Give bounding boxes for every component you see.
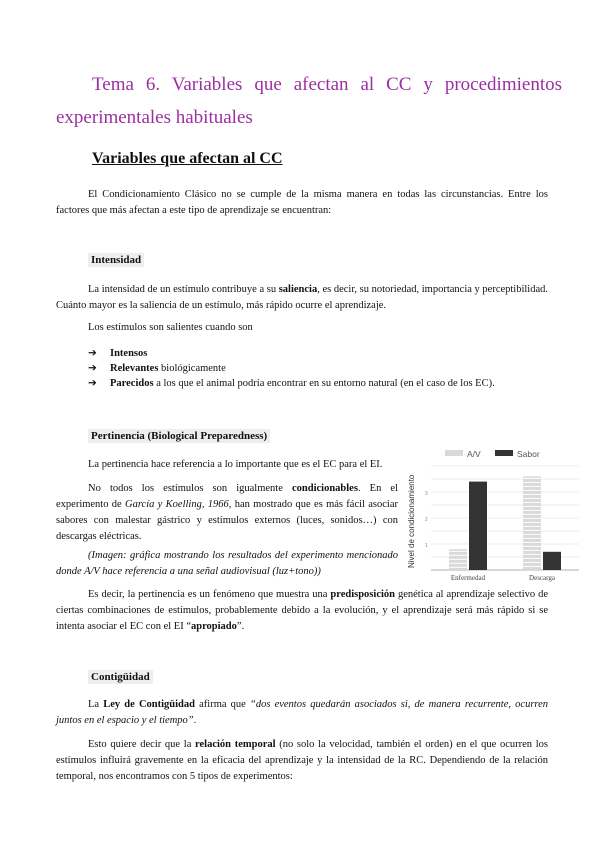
y-axis-label: Nivel de condicionamiento (407, 474, 416, 568)
arrow-icon: ➔ (88, 378, 97, 389)
page-title-line-1: Tema 6. Variables que afectan al CC y procedimientos (92, 74, 562, 95)
arrow-icon: ➔ (88, 348, 97, 359)
y-tick-label: 2 (425, 517, 428, 523)
pertinencia-heading: Pertinencia (Biological Preparedness) (88, 429, 270, 443)
text-run: (no solo la velocidad, también el orden) en el que ocurren los estímulos influirá gravemente en la eficacia del aprendizaje y la intensidad de la RC. Dependiendo de la relación temporal, nos encontramos con 5 tipos de experimentos: (56, 739, 548, 782)
list-item (88, 376, 548, 391)
contiguidad-heading-box (88, 667, 153, 685)
intensidad-paragraph (56, 282, 548, 314)
text-run: Esto quiere decir que la (88, 739, 196, 750)
legend-swatch (445, 450, 463, 456)
pertinence-bar-chart (403, 446, 583, 586)
legend-swatch (495, 450, 513, 456)
bold-term: saliencia (278, 284, 318, 295)
list-item-term: Relevantes (110, 363, 159, 374)
bar (543, 552, 561, 570)
intensidad-heading-box (88, 250, 144, 268)
pertinencia-paragraph-2 (56, 481, 398, 545)
intro-paragraph: El Condicionamiento Clásico no se cumple de la misma manera en todas las circunstancias. Entre los factores que más afectan a este tipo de aprendizaje se encuentran: (56, 189, 548, 216)
list-item (88, 346, 548, 361)
text-run: , es decir, su notoriedad, importancia y perceptibilidad. Cuánto mayor es la saliencia de un estímulo, más rápido ocurre el aprendizaje. (56, 284, 549, 311)
x-tick-label: Enfermedad (450, 574, 486, 582)
bold-term: relación temporal (195, 739, 276, 750)
text-run: genética al aprendizaje selectivo de ciertas combinaciones de estímulos, probablemente debido a la evolución, y el aprendizaje será más rápido si se intenta asociar el EC con el EI “ (56, 589, 548, 632)
salience-list (88, 346, 548, 391)
contiguidad-heading: Contigüidad (88, 670, 153, 684)
list-item (88, 361, 548, 376)
text-run: ”. (236, 621, 245, 632)
text-run: La intensidad de un estímulo contribuye a su (88, 284, 279, 295)
bold-term: condicionables (291, 483, 358, 494)
legend-label: Sabor (517, 449, 540, 459)
section-heading: Variables que afectan al CC (92, 150, 283, 167)
x-tick-label: Descarga (529, 574, 555, 582)
list-item-term: Intensos (110, 348, 148, 359)
pertinencia-paragraph-1: La pertinencia hace referencia a lo importante que es el EC para el EI. (88, 459, 383, 470)
text-run: . (193, 715, 197, 726)
y-tick-label: 3 (425, 491, 428, 497)
intensidad-heading: Intensidad (88, 253, 144, 267)
list-item-term: Parecidos (110, 378, 154, 389)
bold-term: predisposición (330, 589, 395, 600)
arrow-icon: ➔ (88, 363, 97, 374)
intensidad-lead: Los estímulos son salientes cuando son (88, 322, 253, 333)
bold-term: apropiado (190, 621, 237, 632)
contiguidad-paragraph-2 (56, 737, 548, 785)
list-item-text: biológicamente (158, 363, 226, 374)
list-item-text: a los que el animal podría encontrar en su entorno natural (en el caso de los EC). (153, 378, 495, 389)
pertinencia-paragraph-4 (56, 587, 548, 635)
text-run: . En el experimento de (56, 483, 399, 510)
image-caption: (Imagen: gráfica mostrando los resultados del experimento mencionado donde A/V hace referencia a una señal audiovisual (luz+tono)) (56, 550, 398, 577)
page-title-line-2: experimentales habituales (56, 107, 253, 128)
text-run: Es decir, la pertinencia es un fenómeno que muestra una (88, 589, 331, 600)
pertinencia-heading-box (88, 426, 270, 444)
text-run: , han mostrado que es más fácil asociar sabores con malestar gástrico y estímulos externos (luces, sonidos…) con descargas eléctricas. (56, 499, 399, 542)
text-run: afirma que (194, 699, 250, 710)
citation: García y Koelling, 1966 (125, 499, 229, 510)
quote: “dos eventos quedarán asociados si, de manera recurrente, ocurren juntos en el espacio y el tiempo” (56, 699, 549, 726)
legend-label: A/V (467, 449, 481, 459)
y-tick-label: 1 (425, 543, 428, 549)
bar (469, 482, 487, 570)
text-run: La (88, 699, 104, 710)
bold-term: Ley de Contigüidad (103, 699, 195, 710)
contiguidad-paragraph-1 (56, 697, 548, 729)
text-run: No todos los estímulos son igualmente (88, 483, 292, 494)
